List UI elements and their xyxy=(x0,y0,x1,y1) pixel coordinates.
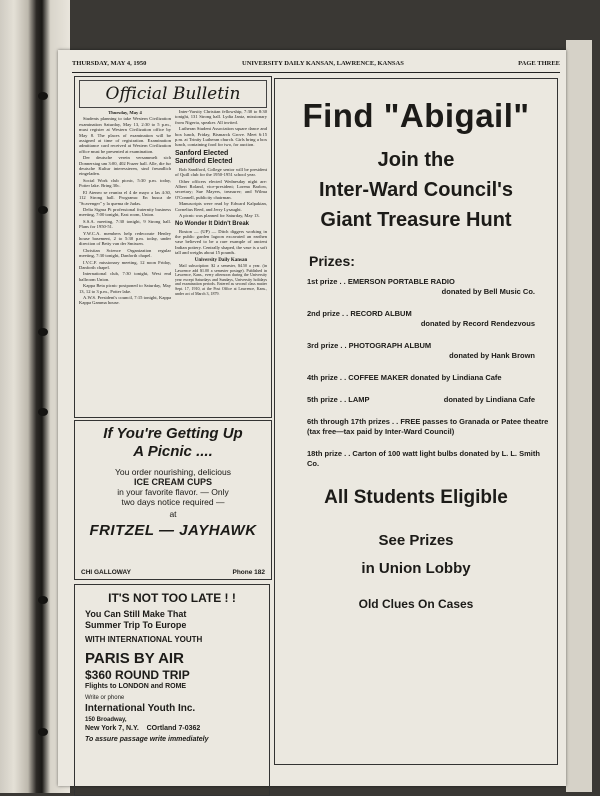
all-students-eligible: All Students Eligible xyxy=(324,487,508,508)
prize-item: 4th prize . . COFFEE MAKER donated by Lindiana Cafe xyxy=(307,373,502,382)
story-paragraph: Bob Sandford, College senior will be president of Quill club for the 1950-1951 school year. xyxy=(175,166,267,178)
sanford-headline: Sanford Elected Sandford Elected xyxy=(175,149,233,165)
binding-hole xyxy=(38,92,48,100)
story-paragraph: Other officers elected Wednesday night are: Albert Roland, vice-president; Lorena Barlow, secretary; Sue Mayers, treasurer; and Wilma O'Connell, publicity chairman. xyxy=(175,178,267,200)
binding-hole xyxy=(38,408,48,416)
notice: Inter-Varsity Christian fellowship, 7:30 to 8:30 tonight, 131 Strong hall. Lydia Jantz, missionary from Nigeria, speaker. All invited. xyxy=(175,109,267,125)
newspaper-page xyxy=(58,50,566,786)
picnic-line: You order nourishing, delicious xyxy=(115,467,231,477)
travel-ad xyxy=(74,584,270,796)
bulletin-right-column xyxy=(175,109,267,297)
notice: Students planning to take Western Civilization examination Saturday, May 13, 2:30 to 5 p.m., must register at Western Civilization office by May 8. The places of examination will be assigned at time of registration. Examination admittance card received at Western Civilization office must be presented at examination. xyxy=(79,116,171,154)
bulletin-day: Thursday, May 4 xyxy=(108,110,142,115)
notice: Kappa Beta picnic postponed to Saturday, May 13, 12 to 3 p.m., Potter lake. xyxy=(79,283,171,294)
official-bulletin xyxy=(74,76,272,418)
travel-write: Write or phone xyxy=(85,695,125,701)
notice: Christian Science Organization regular meeting, 7:30 tonight, Danforth chapel. xyxy=(79,247,171,259)
notice: S.S.A. meeting, 7:30 tonight, 9 Strong hall. Plans for 1950-51. xyxy=(79,218,171,230)
ice-cream-cups: ICE CREAM CUPS xyxy=(133,477,212,487)
notice: El Ateneo se reunira el 4 de mayo a las 4:30, 112 Strong hall. Programa: En busca de "Scavenger" y la quema de Judas. xyxy=(79,189,171,206)
prize-item: 6th through 17th prizes . . FREE passes to Granada or Patee theatre (tax free—tax paid by Inter-Ward Council) xyxy=(307,417,549,436)
old-clues: Old Clues On Cases xyxy=(358,597,474,611)
bulletin-left-column xyxy=(79,109,171,307)
travel-line: You Can Still Make That xyxy=(85,609,187,619)
find-abigail: Find "Abigail" xyxy=(302,97,530,134)
prize-item: 2nd prize . . RECORD ALBUM donated by Record Rendezvous xyxy=(307,309,535,328)
hunt-line: Inter-Ward Council's xyxy=(318,179,514,201)
notice: I.V.C.F. missionary meeting, 12 noon Friday, Danforth chapel. xyxy=(79,259,171,270)
travel-city-line: New York 7, N.Y. COrtland 7-0362 xyxy=(85,725,201,732)
treasure-hunt-ad xyxy=(274,78,558,765)
binding-hole xyxy=(38,596,48,604)
dairy-phone: Phone 182 xyxy=(232,569,265,576)
story-paragraph: Boston — (UP) — Ditch diggers working in the public garden lagoon excavated an earthen vase believed to be a rare example of ancient Indian pottery. Centrally shaped, the vase is a soft tall and weighs about 15 pounds. xyxy=(175,228,267,256)
story-paragraph: Manuscripts were read by Edward Kalpakian, Cornelius Reed, and Jerry Lysaught. xyxy=(175,201,267,212)
header-page: PAGE THREE xyxy=(518,60,560,67)
notice: A.W.S. President's council, 7:15 tonight, Kappa Kappa Gamma house. xyxy=(79,295,171,306)
wonder-headline: No Wonder It Didn't Break xyxy=(175,220,249,227)
hunt-line: Join the xyxy=(377,149,455,171)
travel-headline: IT'S NOT TOO LATE ! ! xyxy=(108,591,236,605)
notice: Social Work club picnic, 5:30 p.m. today, Potter lake. Bring 30c. xyxy=(79,177,171,189)
header-paper: UNIVERSITY DAILY KANSAN, LAWRENCE, KANSAS xyxy=(242,60,404,67)
binding-hole xyxy=(38,206,48,214)
travel-street: 150 Broadway, xyxy=(85,717,127,723)
picnic-line: two days notice required — xyxy=(121,497,225,507)
bulletin-title: Official Bulletin xyxy=(79,80,267,108)
hunt-line: Giant Treasure Hunt xyxy=(320,209,512,231)
masthead-text: Mail subscription: $2 a semester, $4.50 a year. (in Lawrence add $1.00 a semester postage). Published in Lawrence, Kans., every afternoon during the University year except Saturdays and Sundays, University holidays and examination periods. Entered as second class matter Sept. 17, 1910, at the Post Office at Lawrence, Kans., under act of March 3, 1879. xyxy=(175,262,267,296)
picnic-footer xyxy=(81,569,265,576)
picnic-at: at xyxy=(169,509,177,519)
notice: Der deutsche verein versammelt sich Donnerstag um 3:00, 402 Frazer hall. Alle, die fur deutsche Kultur interessieren, sind freundlich eingeladen. xyxy=(79,155,171,177)
binding-hole xyxy=(38,328,48,336)
notice: Lutheran Student Association square dance and box lunch, Friday, Bismarck Grove. Meet 6:15 p.m. at Trinity Lutheran church. Girls bring a box lunch, containing food for two, for auction. xyxy=(175,126,267,148)
story-paragraph: A picnic was planned for Saturday, May 13. xyxy=(179,213,260,219)
travel-flights: Flights to LONDON and ROME xyxy=(85,683,187,690)
prizes-label: Prizes: xyxy=(309,253,355,269)
picnic-brand: FRITZEL — JAYHAWK xyxy=(89,522,257,539)
travel-company: International Youth Inc. xyxy=(85,703,196,714)
page-header xyxy=(72,60,560,72)
left-column xyxy=(74,76,270,776)
prize-item: 3rd prize . . PHOTOGRAPH ALBUM donated by Hank Brown xyxy=(307,341,535,360)
prize-item: 18th prize . . Carton of 100 watt light bulbs donated by L. L. Smith Co. xyxy=(307,449,540,468)
binding-hole xyxy=(38,728,48,736)
travel-line: WITH INTERNATIONAL YOUTH xyxy=(85,635,203,644)
prize-item: 1st prize . . EMERSON PORTABLE RADIO donated by Bell Music Co. xyxy=(307,277,535,296)
notice: Delta Sigma Pi professional fraternity business meeting, 7:00 tonight, East room, Union. xyxy=(79,206,171,218)
travel-price: $360 ROUND TRIP xyxy=(85,668,190,682)
dairy-name: CHI GALLOWAY xyxy=(81,569,131,576)
notice: International club, 7:30 tonight, West end ballroom Union. xyxy=(79,271,171,282)
picnic-ad xyxy=(74,420,272,580)
travel-line: Summer Trip To Europe xyxy=(85,620,187,630)
masthead-title: University Daily Kansan xyxy=(194,257,248,263)
paris-by-air: PARIS BY AIR xyxy=(85,650,184,667)
prize-item: 5th prize . . LAMP donated by Lindiana Cafe xyxy=(307,395,535,404)
header-date: THURSDAY, MAY 4, 1950 xyxy=(72,60,147,67)
picnic-headline: If You're Getting Up A Picnic .... xyxy=(103,425,243,460)
picnic-line: in your favorite flavor. — Only xyxy=(117,487,229,497)
page-edge xyxy=(566,40,592,792)
header-rule xyxy=(72,72,560,73)
notice: Y.W.C.A. members help redecorate Henley house basement, 2 to 5:30 p.m. today, under direction of Betty van der Smissen. xyxy=(79,230,171,247)
see-prizes: See Prizes in Union Lobby xyxy=(361,532,471,577)
travel-assure: To assure passage write immediately xyxy=(85,736,209,743)
